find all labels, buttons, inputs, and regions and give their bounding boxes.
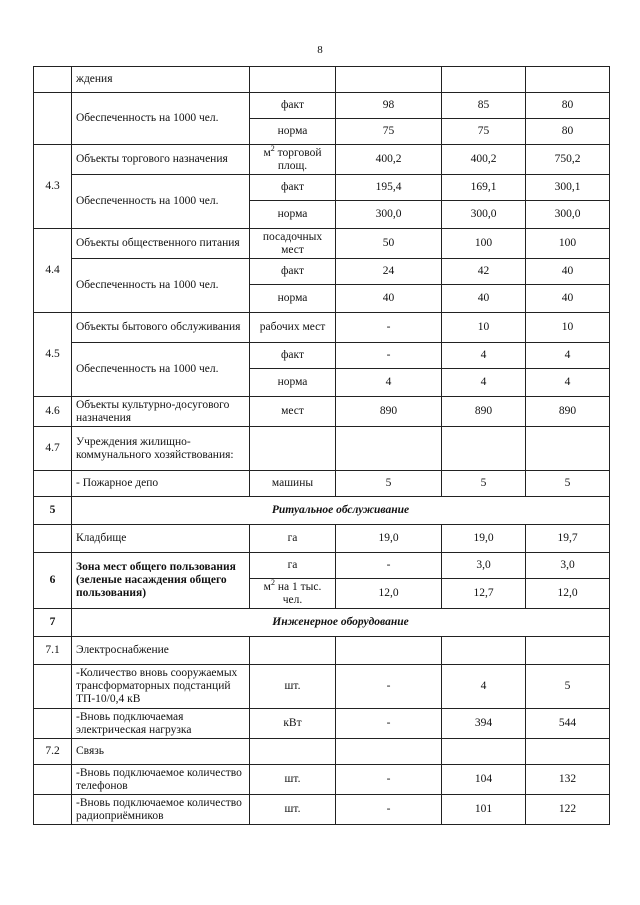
table-cell: - Пожарное депо — [72, 471, 250, 497]
table-cell: 4.7 — [34, 427, 72, 471]
table-cell: 5 — [442, 471, 526, 497]
table-row — [34, 765, 610, 795]
table-row — [34, 525, 610, 553]
table-cell: 19,0 — [442, 525, 526, 553]
table-cell: 4 — [336, 369, 442, 397]
table-cell: 7.2 — [34, 739, 72, 765]
table-cell — [442, 739, 526, 765]
table-cell — [250, 637, 336, 665]
table-cell: 40 — [442, 285, 526, 313]
table-row — [34, 739, 610, 765]
table-cell: -Вновь подключаемое количество радиоприёмников — [72, 795, 250, 825]
table-row — [34, 637, 610, 665]
table-cell: 4.4 — [34, 229, 72, 313]
table-cell: Обеспеченность на 1000 чел. — [72, 343, 250, 397]
table-cell: 4.6 — [34, 397, 72, 427]
table-cell: 3,0 — [442, 553, 526, 579]
table-cell: Объекты культурно-досугового назначения — [72, 397, 250, 427]
table-row — [34, 427, 610, 471]
table-cell: 6 — [34, 553, 72, 609]
table-cell: 12,0 — [526, 579, 610, 609]
table-row — [34, 67, 610, 93]
table-cell: $м^2$ на 1 тыс. чел. — [250, 579, 336, 609]
table-cell — [34, 93, 72, 145]
table-cell: 42 — [442, 259, 526, 285]
table-row — [34, 229, 610, 259]
table-cell: Обеспеченность на 1000 чел. — [72, 259, 250, 313]
table-cell: - — [336, 709, 442, 739]
table-cell — [442, 637, 526, 665]
table-cell: 544 — [526, 709, 610, 739]
table-cell: 132 — [526, 765, 610, 795]
table-row — [34, 497, 610, 525]
table-cell: Ритуальное обслуживание — [72, 497, 610, 525]
table-cell: 19,0 — [336, 525, 442, 553]
table-cell: 7.1 — [34, 637, 72, 665]
table-cell — [34, 67, 72, 93]
table-row — [34, 709, 610, 739]
table-cell: Учреждения жилищно-коммунального хозяйствования: — [72, 427, 250, 471]
table-cell: 75 — [442, 119, 526, 145]
table-cell: га — [250, 553, 336, 579]
table-row — [34, 397, 610, 427]
table-cell — [526, 427, 610, 471]
table-cell: 400,2 — [442, 145, 526, 175]
table-cell: 394 — [442, 709, 526, 739]
table-cell: 5 — [526, 471, 610, 497]
table-cell: Кладбище — [72, 525, 250, 553]
table-row — [34, 609, 610, 637]
table-cell: 5 — [526, 665, 610, 709]
table-cell: 80 — [526, 93, 610, 119]
table-cell: 12,0 — [336, 579, 442, 609]
table-cell: 300,0 — [442, 201, 526, 229]
table-cell: 4 — [442, 369, 526, 397]
table-cell: 4 — [442, 343, 526, 369]
table-cell: 4.5 — [34, 313, 72, 397]
table-row — [34, 553, 610, 579]
table-cell: 19,7 — [526, 525, 610, 553]
table-cell: -Вновь подключаемое количество телефонов — [72, 765, 250, 795]
table-row — [34, 795, 610, 825]
table-cell: ждения — [72, 67, 250, 93]
table-cell: 300,0 — [336, 201, 442, 229]
table-cell — [442, 427, 526, 471]
table-cell — [250, 427, 336, 471]
table-body — [34, 67, 610, 825]
table-cell: - — [336, 795, 442, 825]
table-cell: 4 — [442, 665, 526, 709]
table-cell: 300,1 — [526, 175, 610, 201]
table-cell — [526, 67, 610, 93]
table-cell — [336, 427, 442, 471]
table-cell: 3,0 — [526, 553, 610, 579]
table-cell — [442, 67, 526, 93]
table-cell: Зона мест общего пользования (зеленые насаждения общего пользования) — [72, 553, 250, 609]
table-cell: 7 — [34, 609, 72, 637]
indicators-table — [33, 66, 610, 825]
table-cell: шт. — [250, 765, 336, 795]
table-cell — [526, 739, 610, 765]
table-cell: 100 — [526, 229, 610, 259]
table-cell — [250, 739, 336, 765]
table-cell: га — [250, 525, 336, 553]
table-cell: машины — [250, 471, 336, 497]
table-cell: норма — [250, 201, 336, 229]
table-cell: факт — [250, 343, 336, 369]
table-cell — [34, 525, 72, 553]
table-cell: 4 — [526, 369, 610, 397]
table-cell: 98 — [336, 93, 442, 119]
table-cell: кВт — [250, 709, 336, 739]
table-cell: норма — [250, 285, 336, 313]
table-cell: 890 — [526, 397, 610, 427]
table-cell: мест — [250, 397, 336, 427]
table-cell: -Вновь подключаемая электрическая нагрузка — [72, 709, 250, 739]
table-cell: - — [336, 665, 442, 709]
table-cell: 10 — [526, 313, 610, 343]
table-cell: -Количество вновь сооружаемых трансформаторных подстанций ТП-10/0,4 кВ — [72, 665, 250, 709]
table-row — [34, 313, 610, 343]
table-cell: посадочных мест — [250, 229, 336, 259]
table-row — [34, 343, 610, 369]
table-cell: Инженерное оборудование — [72, 609, 610, 637]
table-cell — [526, 637, 610, 665]
table-cell — [34, 765, 72, 795]
table-cell: 40 — [526, 285, 610, 313]
table-cell: норма — [250, 119, 336, 145]
table-cell: факт — [250, 93, 336, 119]
table-cell — [34, 795, 72, 825]
table-cell — [34, 471, 72, 497]
table-cell: факт — [250, 175, 336, 201]
table-cell: - — [336, 343, 442, 369]
table-cell: 122 — [526, 795, 610, 825]
table-cell: Объекты общественного питания — [72, 229, 250, 259]
table-cell — [336, 67, 442, 93]
table-cell: 300,0 — [526, 201, 610, 229]
table-cell — [34, 665, 72, 709]
table-cell: 85 — [442, 93, 526, 119]
table-cell: Объекты торгового назначения — [72, 145, 250, 175]
table-cell: 104 — [442, 765, 526, 795]
table-cell: шт. — [250, 665, 336, 709]
table-cell: рабочих мест — [250, 313, 336, 343]
table-cell: 890 — [336, 397, 442, 427]
table-cell: 75 — [336, 119, 442, 145]
table-cell: 195,4 — [336, 175, 442, 201]
table-row — [34, 93, 610, 119]
table-cell: 750,2 — [526, 145, 610, 175]
table-cell: 12,7 — [442, 579, 526, 609]
table-cell: - — [336, 313, 442, 343]
table-cell: Обеспеченность на 1000 чел. — [72, 93, 250, 145]
table-cell: Электроснабжение — [72, 637, 250, 665]
table-cell: 4 — [526, 343, 610, 369]
table-cell — [336, 637, 442, 665]
table-cell: 10 — [442, 313, 526, 343]
page-number: 8 — [317, 44, 323, 56]
table-cell: 5 — [34, 497, 72, 525]
table-cell: 100 — [442, 229, 526, 259]
table-cell: 40 — [336, 285, 442, 313]
table-cell: Объекты бытового обслуживания — [72, 313, 250, 343]
table-cell — [34, 709, 72, 739]
table-cell: шт. — [250, 795, 336, 825]
table-cell: 80 — [526, 119, 610, 145]
table-cell: - — [336, 553, 442, 579]
table-cell: факт — [250, 259, 336, 285]
table-cell: 5 — [336, 471, 442, 497]
table-cell: Связь — [72, 739, 250, 765]
table-row — [34, 259, 610, 285]
table-row — [34, 665, 610, 709]
table-cell: 169,1 — [442, 175, 526, 201]
table-cell: норма — [250, 369, 336, 397]
table-cell: 50 — [336, 229, 442, 259]
table-cell: 4.3 — [34, 145, 72, 229]
table-cell: Обеспеченность на 1000 чел. — [72, 175, 250, 229]
table-cell: 40 — [526, 259, 610, 285]
table-cell: 890 — [442, 397, 526, 427]
table-cell — [250, 67, 336, 93]
table-cell: $м^2$ торговой площ. — [250, 145, 336, 175]
table-cell: 101 — [442, 795, 526, 825]
table-cell: - — [336, 765, 442, 795]
table-cell — [336, 739, 442, 765]
table-row — [34, 145, 610, 175]
table-cell: 400,2 — [336, 145, 442, 175]
table-row — [34, 471, 610, 497]
table-cell: 24 — [336, 259, 442, 285]
table-row — [34, 175, 610, 201]
